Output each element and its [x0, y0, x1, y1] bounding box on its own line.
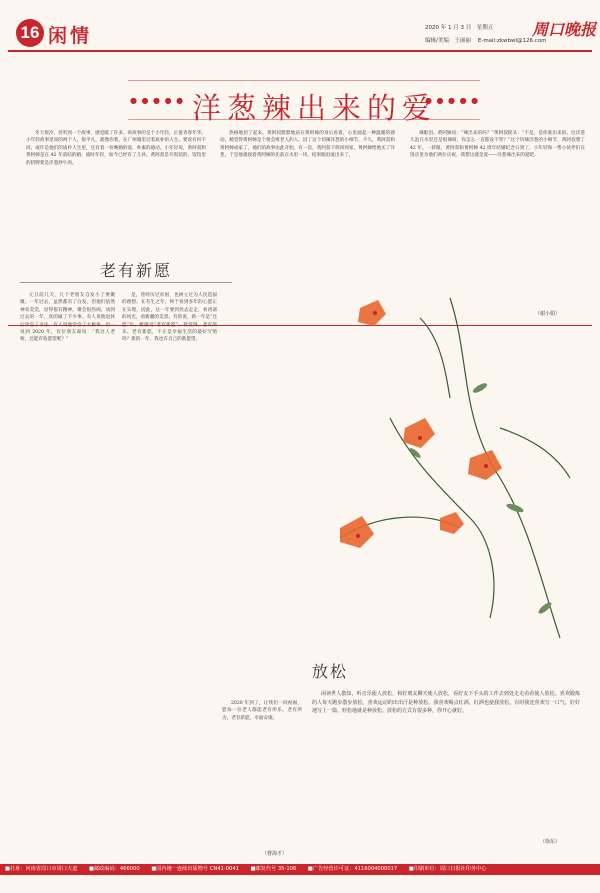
title-dots-left: ● ● ● ● ● — [130, 96, 185, 105]
footer-address: ■社址：河南省周口市周口大道 — [5, 866, 78, 872]
article3-text: 闲读世人散知，听音乐使人放松，和好朋友聊天使人放松，看好友下手头的工作去到处走走看看使人放松。喜欢锻炼的人每天跑步散步放松，喜欢运动的出出汗是种放松。我喜欢喝点红酒，红酒也使我放松。有时我还喜欢写一口气，好好地写上一篇，轻松地就是种放松。放松的方式有很多种，你开心就好。 — [312, 691, 580, 715]
article1-col3-text: 辣眼泪。黄阿婶说：“辣出来的吗？”黄阿叔摇头：“不是，是你准出来的。这洋葱儿泡在水里还是很辣呀，你怎么一直都没不哭？”这个切辣洋葱的小细节，黄阿叔想了 42 年。一转眼，黄阿叔和黄阿婶 42 周年结婚纪念日到了，小年轻和一帮小伙伴们在饭店里为他们两位庆祝，我想这就是爱——洋葱辣出来的爱吧。 — [410, 131, 585, 159]
article2-column-3 — [222, 700, 302, 850]
article1-author: （谢小娟） — [535, 311, 561, 317]
title-dots-right: ● ● ● ● ● — [425, 96, 480, 105]
footer-postal-code: ■邮发代号 35-106 — [250, 866, 297, 872]
article2-title: 老有新愿 — [100, 261, 173, 280]
footer-printer: ■印刷单位：周口日报社印务中心 — [408, 866, 487, 872]
article2-author: （曹海才） — [262, 851, 288, 857]
article2-col2-text: 是，曾经历过贫困，也树立过为人民造福的理想。在有生之年，终于看到多年的心愿正在实现，因此，这一年要到处去走走，看西部的风光，看新疆的美景。有的说，新一年是“还愿”年，要感受“老有新愿”。我觉得，老有所乐、老有新愿，不正是幸福生活的最好写照吗？新的一年，我也有自己的新愿望。 — [122, 293, 217, 343]
section-title: 闲情 — [48, 25, 93, 47]
article2-title-rule — [20, 282, 232, 283]
page-number: 16 — [16, 19, 44, 47]
issue-date: 2020 年 1 月 3 日 星期五 — [425, 25, 494, 31]
article3-author: （徐东） — [540, 839, 561, 845]
article-title: 洋葱辣出来的爱 — [192, 91, 438, 125]
article3-title: 放松 — [312, 662, 349, 681]
footer-ad-license: ■广告经营许可证：4116004000017 — [307, 866, 398, 872]
article2-column-1 — [20, 292, 115, 852]
newspaper-logo: 周口晚报 — [532, 20, 597, 39]
footer-issn: ■国内统一连续出版物号 CN41-0041 — [151, 866, 239, 872]
footer-postcode: ■邮政编码：466000 — [89, 866, 140, 872]
article1-column-1 — [26, 130, 206, 260]
editor-credit — [425, 36, 547, 44]
editor-name: 编辑/美编 王丽丽 — [425, 38, 471, 44]
article3-body — [312, 690, 580, 850]
article2-column-2 — [122, 292, 217, 852]
article2-col1-text: 元旦前几天，几个老朋友自发小了要聚聚。一年过去，虽然都有了白发，但他们依然神采奕奕，显得很有精神。聚会很热闹，谈到过去的一年，真的做了不少事。有人说他退休后学会了书法，有人说他学会了太极拳。但一说到 2020 年，有位朋友却说：“我这人老啦，还能有啥愿望呢？” — [20, 293, 115, 343]
article1-col2-text: 热格地切了起来。黄阿叔默默地站在黄阿婶的身后看着，心里涌起一种温暖的感动，她觉得黄阿婶是个很会疼老人的人。因了这个切辣洋葱的小细节，不久，黄阿叔和黄阿婶成家了，他们的故事由此开始。有一次，黄阿叔下班回到家，黄阿婶给他买了洋葱，于是他就接着黄阿婶的先前在水里一块，结果眼泪流出来了。 — [220, 131, 395, 159]
flower-illustration — [300, 278, 600, 692]
editor-email: E-mail:zkwbwl@126.com — [477, 38, 547, 44]
header-rule — [8, 50, 592, 52]
article2-col3-text: 2020 年到了，让我们一同祝福，愿每一位老人都能老有所乐，老有所为，老有新愿，幸福安康。 — [222, 701, 302, 721]
article1-col1-text: 冬天很冷，但听到一个故事，感觉暖了许多。讲故事的是个小年轻，正值青春年华。小年轻故事里说的两个人，很平凡，就像你我，在广州城里过着质朴的人生。要说有何不同，或许是他们的质朴人生里，还有着一份晚婚的爱，朴素的感动。小年轻说，黄阿叔和黄阿婶是在 42 年前结的婚，彼时年轻，如今已经有了儿孙。黄阿叔是开饭馆的，饭馆里的招牌菜是洋葱炒牛肉。 — [26, 131, 206, 166]
footer-bar — [0, 864, 600, 875]
